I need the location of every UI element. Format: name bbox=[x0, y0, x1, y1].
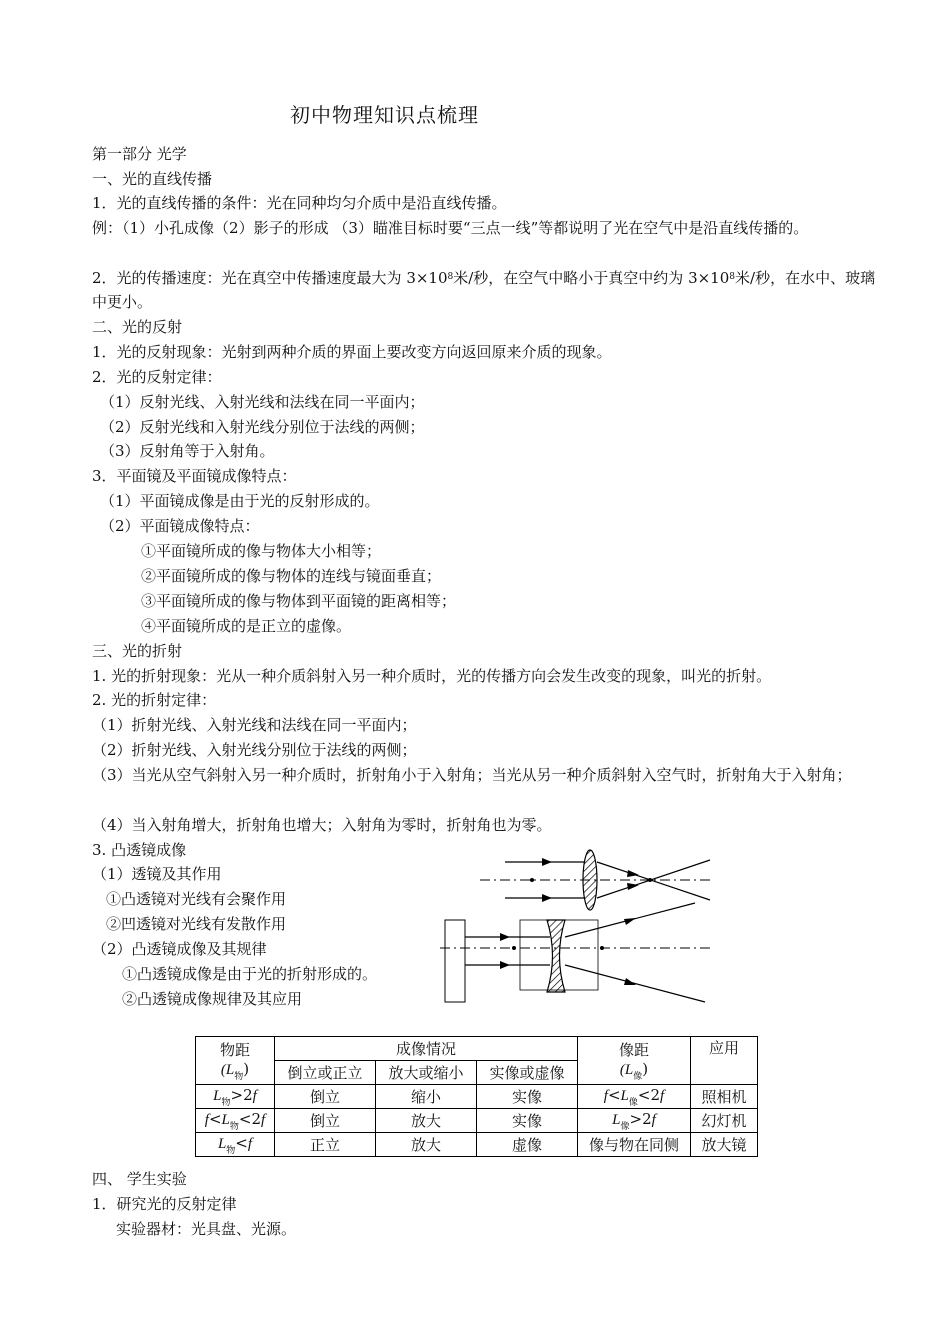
table-header-application: 应用 bbox=[691, 1037, 758, 1085]
s2-item2: 2．光的反射定律： bbox=[92, 368, 222, 386]
lens-imaging-table bbox=[195, 1036, 758, 1157]
table-cell-condition: $L_物<f$ bbox=[196, 1133, 275, 1157]
table-row bbox=[196, 1133, 758, 1157]
table-header-type: 实像或虚像 bbox=[477, 1061, 578, 1085]
s3-item2: 2. 光的折射定律： bbox=[92, 691, 217, 709]
s3-item3: 3. 凸透镜成像 bbox=[92, 841, 187, 859]
s2-char3: ③平面镜所成的像与物体到平面镜的距离相等； bbox=[141, 592, 457, 610]
table-cell-type: 虚像 bbox=[477, 1133, 578, 1157]
table-cell-condition: $L_物>2f$ bbox=[196, 1085, 275, 1109]
section1-heading: 一、光的直线传播 bbox=[92, 170, 213, 188]
table-header-imaging: 成像情况 bbox=[275, 1037, 578, 1061]
s3-concave-effect: ②凹透镜对光线有发散作用 bbox=[106, 915, 287, 933]
s3-law3: （3）当光从空气斜射入另一种介质时，折射角小于入射角；当光从另一种介质斜射入空气时，折射角大于入射角； bbox=[92, 766, 852, 784]
table-header-object-distance: 物距 $(L_物)$ bbox=[196, 1037, 275, 1085]
section3-heading: 三、光的折射 bbox=[92, 642, 183, 660]
table-row bbox=[196, 1085, 758, 1109]
s2-law1: （1）反射光线、入射光线和法线在同一平面内； bbox=[100, 393, 425, 411]
s2-mirror1: （1）平面镜成像是由于光的反射形成的。 bbox=[100, 492, 380, 510]
table-cell-size: 放大 bbox=[376, 1109, 477, 1133]
table-header-orientation: 倒立或正立 bbox=[275, 1061, 376, 1085]
table-cell-type: 实像 bbox=[477, 1109, 578, 1133]
s3-imaging-1: ①凸透镜成像是由于光的折射形成的。 bbox=[122, 965, 378, 983]
s3-lens-heading: （1）透镜及其作用 bbox=[92, 865, 222, 883]
lens-diagram bbox=[440, 845, 715, 1005]
s3-law1: （1）折射光线、入射光线和法线在同一平面内； bbox=[92, 716, 417, 734]
page-title: 初中物理知识点梳理 bbox=[290, 103, 479, 127]
s4-item1: 1．研究光的反射定律 bbox=[92, 1195, 237, 1213]
table-cell-orientation: 倒立 bbox=[275, 1085, 376, 1109]
s2-char1: ①平面镜所成的像与物体大小相等； bbox=[141, 542, 382, 560]
part-heading: 第一部分 光学 bbox=[92, 145, 187, 163]
convex-lens-figure bbox=[480, 850, 710, 910]
s1-example: 例：（1）小孔成像（2）影子的形成 （3）瞄准目标时要“三点一线”等都说明了光在空气中是沿直线传播的。 bbox=[92, 219, 809, 237]
table-cell-type: 实像 bbox=[477, 1085, 578, 1109]
table-cell-image-distance: 像与物在同侧 bbox=[578, 1133, 691, 1157]
table-cell-orientation: 倒立 bbox=[275, 1109, 376, 1133]
s1-item1: 1．光的直线传播的条件：光在同种均匀介质中是沿直线传播。 bbox=[92, 194, 507, 212]
table-header-size: 放大或缩小 bbox=[376, 1061, 477, 1085]
table-cell-application: 放大镜 bbox=[691, 1133, 758, 1157]
section2-heading: 二、光的反射 bbox=[92, 318, 183, 336]
s2-mirror2: （2）平面镜成像特点： bbox=[100, 517, 260, 535]
table-cell-size: 放大 bbox=[376, 1133, 477, 1157]
table-row bbox=[196, 1109, 758, 1133]
s3-convex-effect: ①凸透镜对光线有会聚作用 bbox=[106, 890, 287, 908]
table-cell-image-distance: $L_像>2f$ bbox=[578, 1109, 691, 1133]
s3-law4: （4）当入射角增大，折射角也增大；入射角为零时，折射角也为零。 bbox=[92, 816, 552, 834]
s2-char4: ④平面镜所成的是正立的虚像。 bbox=[141, 617, 352, 635]
table-cell-application: 幻灯机 bbox=[691, 1109, 758, 1133]
s2-item1: 1．光的反射现象：光射到两种介质的界面上要改变方向返回原来介质的现象。 bbox=[92, 343, 612, 361]
table-cell-application: 照相机 bbox=[691, 1085, 758, 1109]
table-cell-size: 缩小 bbox=[376, 1085, 477, 1109]
s3-imaging-2: ②凸透镜成像规律及其应用 bbox=[122, 990, 303, 1008]
s4-equipment: 实验器材：光具盘、光源。 bbox=[116, 1220, 297, 1238]
s2-char2: ②平面镜所成的像与物体的连线与镜面垂直； bbox=[141, 567, 442, 585]
section4-heading: 四、 学生实验 bbox=[92, 1170, 187, 1188]
table-cell-orientation: 正立 bbox=[275, 1133, 376, 1157]
table-cell-image-distance: $f<L_像<2f$ bbox=[578, 1085, 691, 1109]
table-cell-condition: $f<L_物<2f$ bbox=[196, 1109, 275, 1133]
table-header-image-distance: 像距 $(L_像)$ bbox=[578, 1037, 691, 1085]
s3-imaging-heading: （2）凸透镜成像及其规律 bbox=[92, 940, 267, 958]
s1-item2: 2．光的传播速度：光在真空中传播速度最大为 $3\times 10^8$米/秒，在空气中略小于真空中约为 $3\times 10^8$米/秒，在水中、玻璃中更小。 bbox=[92, 269, 876, 311]
s2-item3: 3．平面镜及平面镜成像特点： bbox=[92, 467, 297, 485]
s3-law2: （2）折射光线、入射光线分别位于法线的两侧； bbox=[92, 741, 417, 759]
s2-law2: （2）反射光线和入射光线分别位于法线的两侧； bbox=[100, 418, 425, 436]
concave-lens-figure bbox=[440, 903, 710, 1002]
s3-item1: 1. 光的折射现象：光从一种介质斜射入另一种介质时，光的传播方向会发生改变的现象，叫光的折射。 bbox=[92, 667, 772, 685]
s2-law3: （3）反射角等于入射角。 bbox=[100, 442, 275, 460]
